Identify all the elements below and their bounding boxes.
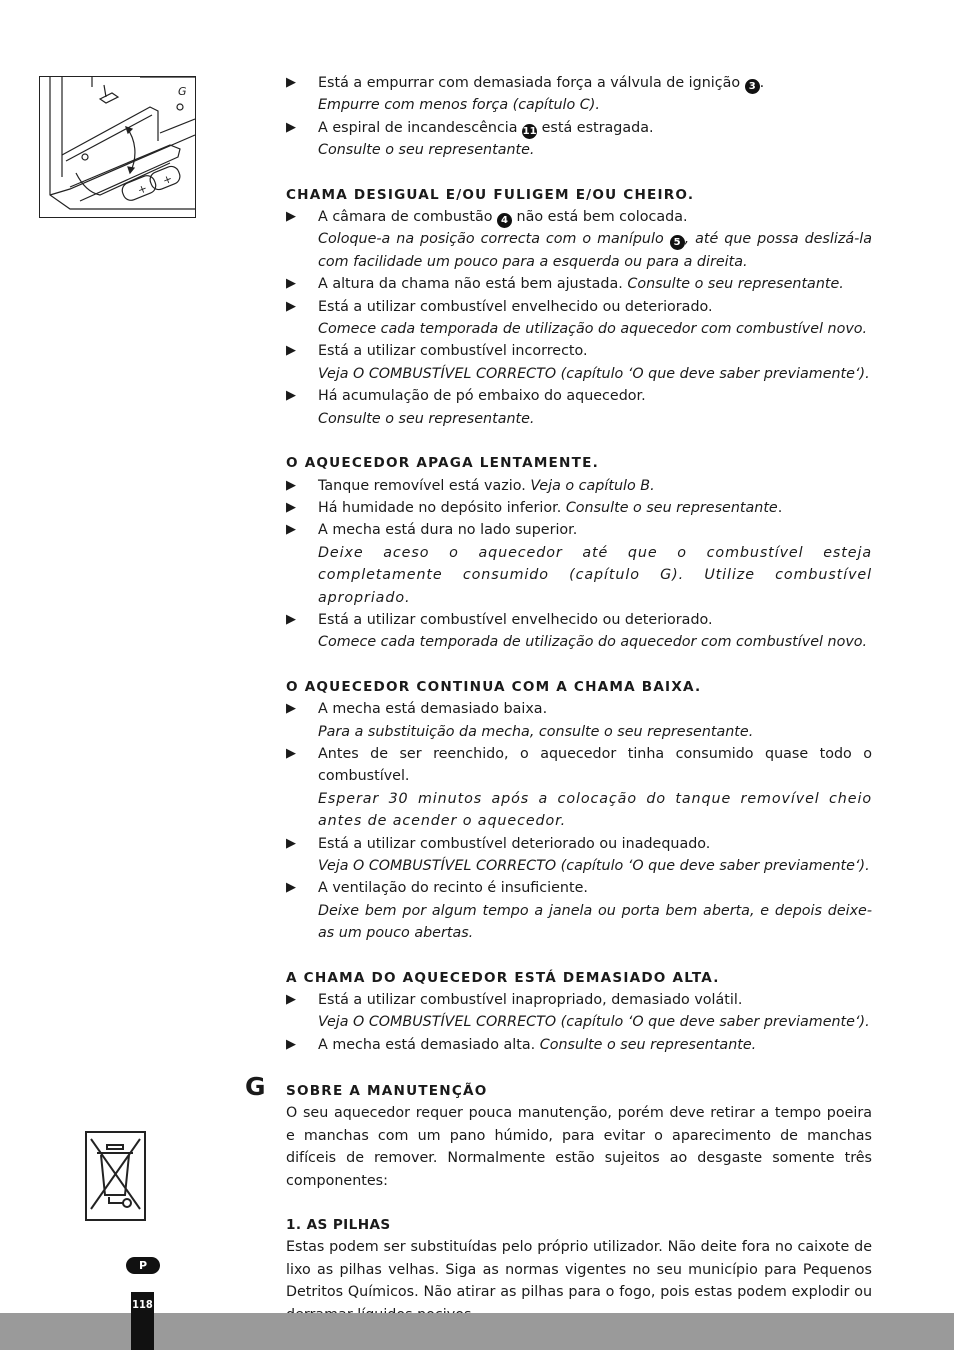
bullet-arrow-icon: ▶ bbox=[286, 992, 296, 1008]
bullet-arrow-icon: ▶ bbox=[286, 880, 296, 896]
remedy-text-start: Coloque-a na posição correcta com o manípulo bbox=[318, 231, 664, 248]
part-number-badge: 11 bbox=[522, 125, 537, 137]
list-item bbox=[286, 475, 872, 497]
list-item bbox=[286, 340, 872, 385]
cause-text-continued: não está bem colocada. bbox=[512, 209, 688, 226]
bullet-arrow-icon: ▶ bbox=[286, 119, 296, 135]
bullet-arrow-icon: ▶ bbox=[286, 611, 296, 627]
bullet-arrow-icon: ▶ bbox=[286, 835, 296, 851]
list-item bbox=[286, 385, 872, 430]
remedy-text bbox=[318, 228, 872, 273]
bullet-arrow-icon: ▶ bbox=[286, 209, 296, 225]
remedy-text bbox=[318, 318, 872, 340]
remedy-text bbox=[318, 631, 872, 653]
remedy-inline: Consulte o seu representante. bbox=[539, 1036, 757, 1053]
remedy-text-body: Para a substituição da mecha, consulte o seu representante. bbox=[318, 723, 754, 740]
part-number-badge: 5 bbox=[670, 235, 685, 250]
batteries-text: Estas podem ser substituídas pelo próprio utilizador. Não deite fora no caixote de lixo as pilhas velhas. Siga as normas vigentes no seu município para Pequenos Detritos Químicos. Não atirar as pilhas para o fogo, pois estas podem explodir ou bbox=[286, 1239, 872, 1301]
item-text bbox=[318, 698, 872, 720]
svg-text:+: + bbox=[160, 171, 175, 188]
remedy-text-body: , até que possa deslizá-la com facilidade um pouco para a esquerda ou para a direita. bbox=[318, 231, 872, 270]
figure-label: G bbox=[178, 85, 187, 98]
bullet-arrow-icon: ▶ bbox=[286, 1036, 296, 1052]
item-text bbox=[318, 385, 872, 407]
cause-text: Tanque removível está vazio. bbox=[318, 477, 531, 494]
maintenance-title: SOBRE A MANUTENÇÃO bbox=[286, 1083, 488, 1099]
svg-text:+: + bbox=[135, 181, 150, 198]
remedy-text-body: Deixe bem por algum tempo a janela ou porta bem aberta, e depois deixe-as um pouco abertas. bbox=[318, 902, 872, 942]
batteries-heading bbox=[286, 1214, 872, 1236]
item-text bbox=[318, 206, 872, 228]
item-text bbox=[318, 743, 872, 788]
cause-text: A mecha está demasiado alta. bbox=[318, 1036, 540, 1053]
list-item bbox=[286, 497, 872, 519]
item-text bbox=[318, 1034, 872, 1056]
bullet-arrow-icon: ▶ bbox=[286, 477, 296, 493]
cause-text: A ventilação do recinto é insuficiente. bbox=[318, 880, 588, 897]
list-item bbox=[286, 1034, 872, 1056]
remedy-text-body: Veja O COMBUSTÍVEL CORRECTO (capítulo ‘O que deve saber previamente‘). bbox=[318, 365, 870, 382]
section-heading: O AQUECEDOR CONTINUA COM A CHAMA BAIXA. bbox=[286, 678, 702, 695]
item-text bbox=[318, 340, 872, 362]
crossed-bin-icon bbox=[85, 1131, 146, 1221]
cause-text-continued: . bbox=[759, 75, 765, 91]
part-number-badge: 3 bbox=[745, 79, 760, 94]
list-item bbox=[286, 698, 872, 743]
cause-text: Está a empurrar com demasiada força a válvula de ignição bbox=[318, 75, 741, 91]
cause-text: Está a utilizar combustível envelhecido ou deteriorado. bbox=[318, 611, 713, 628]
cause-text: A espiral de incandescência bbox=[318, 119, 518, 136]
item-text bbox=[318, 475, 872, 497]
battery-drawing bbox=[40, 77, 195, 217]
remedy-text-body: Esperar 30 minutos após a colocação do tanque removível cheio antes de acender o aquecedor. bbox=[318, 790, 872, 830]
remedy-text-body: Consulte o seu representante. bbox=[318, 410, 535, 427]
item-text bbox=[318, 609, 872, 631]
cause-text: A mecha está demasiado baixa. bbox=[318, 701, 548, 718]
remedy-inline: Consulte o seu representante bbox=[565, 499, 778, 516]
remedy-text bbox=[318, 139, 872, 161]
cause-text: Está a utilizar combustível deteriorado ou inadequado. bbox=[318, 835, 711, 852]
remedy-text-body: Comece cada temporada de utilização do aquecedor com combustível novo. bbox=[318, 321, 868, 338]
remedy-text bbox=[318, 408, 872, 430]
cause-text-continued: está estragada. bbox=[537, 119, 654, 136]
section-heading: CHAMA DESIGUAL E/OU FULIGEM E/OU CHEIRO. bbox=[286, 186, 695, 203]
part-number-badge: 4 bbox=[497, 213, 512, 228]
remedy-inline: Consulte o seu representante. bbox=[627, 276, 844, 293]
cause-text: Há humidade no depósito inferior. bbox=[318, 499, 566, 516]
bullet-arrow-icon: ▶ bbox=[286, 522, 296, 538]
item-text bbox=[318, 833, 872, 855]
remedy-inline: Veja o capítulo B. bbox=[530, 477, 655, 494]
list-item bbox=[286, 877, 872, 944]
cause-text: A mecha está dura no lado superior. bbox=[318, 522, 578, 539]
maintenance-intro: O seu aquecedor requer pouca manutenção, porém deve retirar a tempo poeira e manchas com um pano húmido, para evitar o aparecimento de manchas difíceis de remover. Normalmente estão sujeitos ao desgaste somente três componentes: bbox=[286, 1105, 872, 1189]
item-text bbox=[318, 117, 872, 139]
item-text bbox=[318, 296, 872, 318]
remedy-text bbox=[318, 94, 872, 116]
list-item bbox=[286, 833, 872, 878]
batteries-title: AS PILHAS bbox=[306, 1217, 391, 1234]
remedy-text-body: Deixe aceso o aquecedor até que o combustível esteja completamente consumido (capítulo G). Utilize combustível apropriado. bbox=[318, 544, 872, 606]
item-text bbox=[318, 519, 872, 541]
remedy-text-body: Consulte o seu representante. bbox=[318, 142, 535, 159]
remedy-text bbox=[318, 542, 872, 609]
section-heading: O AQUECEDOR APAGA LENTAMENTE. bbox=[286, 455, 599, 472]
section-heading: A CHAMA DO AQUECEDOR ESTÁ DEMASIADO ALTA. bbox=[286, 969, 720, 986]
cause-text: Está a utilizar combustível inapropriado, demasiado volátil. bbox=[318, 992, 743, 1009]
list-item bbox=[286, 117, 872, 162]
list-item bbox=[286, 206, 872, 273]
item-text bbox=[318, 877, 872, 899]
maintenance-section bbox=[286, 1080, 872, 1326]
item-text bbox=[318, 72, 872, 94]
remedy-text bbox=[318, 900, 872, 945]
bullet-arrow-icon: ▶ bbox=[286, 499, 296, 515]
cause-text: Antes de ser reenchido, o aquecedor tinha consumido quase todo o combustível. bbox=[318, 745, 872, 785]
bullet-arrow-icon: ▶ bbox=[286, 75, 296, 90]
list-item bbox=[286, 519, 872, 609]
remedy-text bbox=[318, 363, 872, 385]
cause-text: Está a utilizar combustível envelhecido ou deteriorado. bbox=[318, 298, 713, 315]
cause-text-end: . bbox=[777, 499, 783, 516]
remedy-text bbox=[318, 855, 872, 877]
item-text bbox=[318, 989, 872, 1011]
remedy-text-body: Empurre com menos força (capítulo C). bbox=[318, 97, 600, 114]
cause-text: Está a utilizar combustível incorrecto. bbox=[318, 343, 588, 360]
item-text bbox=[318, 497, 872, 519]
list-item bbox=[286, 743, 872, 833]
list-item bbox=[286, 296, 872, 341]
troubleshooting-column bbox=[286, 72, 872, 1056]
cause-text: A câmara de combustão bbox=[318, 209, 493, 226]
bullet-arrow-icon: ▶ bbox=[286, 343, 296, 359]
cause-text: Há acumulação de pó embaixo do aquecedor. bbox=[318, 388, 646, 405]
cause-text: A altura da chama não está bem ajustada. bbox=[318, 276, 628, 293]
battery-compartment-illustration bbox=[39, 76, 196, 218]
chapter-letter: G bbox=[245, 1072, 266, 1101]
bullet-arrow-icon: ▶ bbox=[286, 701, 296, 717]
bullet-arrow-icon: ▶ bbox=[286, 276, 296, 292]
remedy-text-body: Veja O COMBUSTÍVEL CORRECTO (capítulo ‘O que deve saber previamente‘). bbox=[318, 858, 870, 874]
remedy-text-body: Comece cada temporada de utilização do aquecedor com combustível novo. bbox=[318, 634, 868, 651]
list-item bbox=[286, 72, 872, 117]
list-item bbox=[286, 273, 872, 295]
language-badge: P bbox=[126, 1257, 160, 1274]
page-number: 118 bbox=[132, 1298, 153, 1311]
remedy-text bbox=[318, 721, 872, 743]
item-text bbox=[318, 273, 872, 295]
bullet-arrow-icon: ▶ bbox=[286, 745, 296, 761]
bullet-arrow-icon: ▶ bbox=[286, 388, 296, 404]
remedy-text-body: Veja O COMBUSTÍVEL CORRECTO (capítulo ‘O que deve saber previamente‘). bbox=[318, 1014, 870, 1031]
list-item bbox=[286, 989, 872, 1034]
remedy-text bbox=[318, 788, 872, 833]
batteries-number: 1. bbox=[286, 1217, 302, 1234]
list-item bbox=[286, 609, 872, 654]
bullet-arrow-icon: ▶ bbox=[286, 298, 296, 314]
remedy-text bbox=[318, 1011, 872, 1033]
